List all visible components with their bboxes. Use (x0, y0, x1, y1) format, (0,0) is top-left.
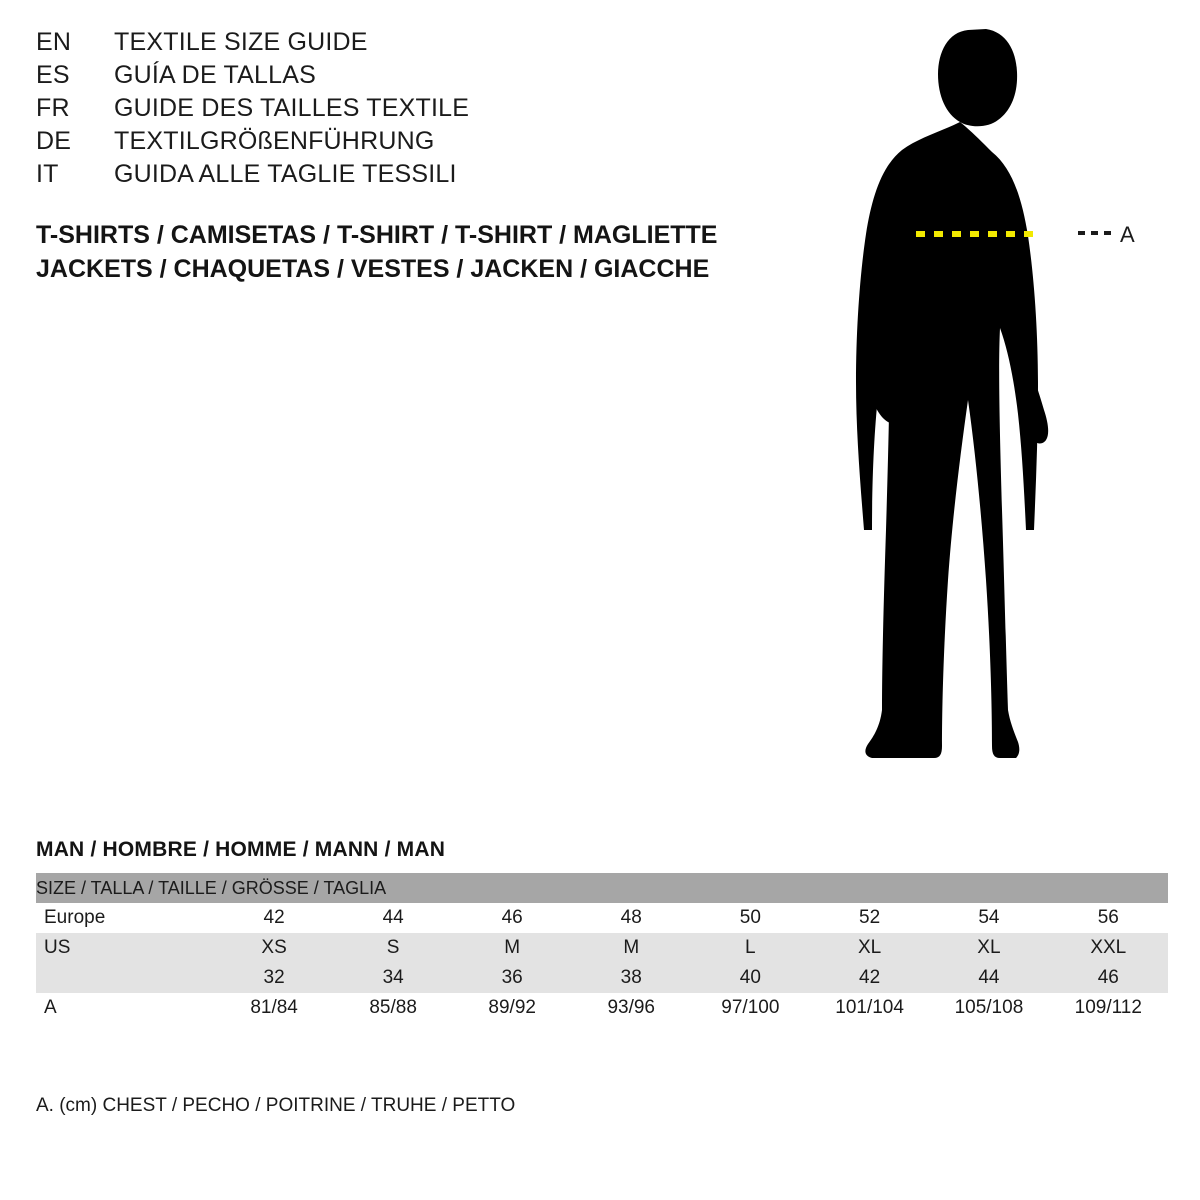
language-code: DE (36, 127, 72, 155)
language-code: IT (36, 160, 59, 188)
cell: XS (261, 937, 287, 958)
cell: 101/104 (835, 997, 904, 1018)
language-title: GUIDA ALLE TAGLIE TESSILI (114, 160, 457, 188)
language-row (36, 94, 796, 127)
language-code: ES (36, 61, 70, 89)
table-row (36, 963, 1168, 993)
cell: 42 (263, 907, 285, 928)
language-row (36, 28, 796, 61)
category-jackets: JACKETS / CHAQUETAS / VESTES / JACKEN / GIACCHE (36, 255, 710, 283)
cell: 105/108 (954, 997, 1024, 1018)
cell: L (745, 937, 756, 958)
table-row (36, 903, 1168, 933)
size-table (36, 873, 1168, 1023)
cell: 89/92 (488, 997, 536, 1018)
silhouette-shape (856, 29, 1048, 758)
footnote-chest: A. (cm) CHEST / PECHO / POITRINE / TRUHE / PETTO (36, 1095, 516, 1116)
cell: 34 (382, 967, 404, 988)
cell: M (623, 937, 640, 958)
cell: 85/88 (369, 997, 417, 1018)
size-table-section (36, 838, 1168, 1023)
cell: 109/112 (1074, 997, 1142, 1018)
language-row (36, 127, 796, 160)
cell: XXL (1090, 937, 1127, 958)
cell: 44 (978, 967, 1000, 988)
language-title: GUIDE DES TAILLES TEXTILE (114, 94, 470, 122)
row-label-a: A (44, 997, 57, 1018)
cell: 46 (1097, 967, 1119, 988)
language-title: GUÍA DE TALLAS (114, 61, 316, 89)
measure-label-a: A (1120, 222, 1135, 247)
cell: 32 (263, 967, 285, 988)
cell: 54 (978, 907, 1000, 928)
table-section-title: MAN / HOMBRE / HOMME / MANN / MAN (36, 838, 446, 861)
language-code: FR (36, 94, 70, 122)
cell: 38 (620, 967, 642, 988)
table-row (36, 993, 1168, 1023)
cell: 56 (1097, 907, 1119, 928)
garment-categories (36, 218, 836, 286)
cell: 81/84 (250, 997, 298, 1018)
cell: 93/96 (607, 997, 655, 1018)
body-silhouette-figure (820, 10, 1180, 800)
cell: 42 (859, 967, 881, 988)
table-header-row (36, 873, 1168, 903)
cell: 52 (859, 907, 881, 928)
cell: XL (977, 937, 1001, 958)
cell: 50 (739, 907, 761, 928)
table-row (36, 933, 1168, 963)
cell: 36 (501, 967, 523, 988)
cell: 40 (739, 967, 761, 988)
cell: S (386, 937, 400, 958)
cell: 97/100 (721, 997, 780, 1018)
silhouette-svg (820, 10, 1180, 800)
language-title: TEXTILGRÖßENFÜHRUNG (114, 127, 435, 155)
language-list (36, 28, 796, 193)
language-row (36, 61, 796, 94)
cell: M (504, 937, 521, 958)
category-tshirts: T-SHIRTS / CAMISETAS / T-SHIRT / T-SHIRT / MAGLIETTE (36, 221, 718, 249)
measure-leader-line (1078, 231, 1112, 235)
table-header-label: SIZE / TALLA / TAILLE / GRÖSSE / TAGLIA (36, 877, 387, 898)
language-title: TEXTILE SIZE GUIDE (114, 28, 368, 56)
cell: 44 (382, 907, 404, 928)
cell: XL (857, 937, 882, 958)
row-label-us: US (44, 937, 71, 958)
cell: 46 (501, 907, 523, 928)
language-row (36, 160, 796, 193)
row-label-blank (36, 963, 215, 993)
language-code: EN (36, 28, 72, 56)
row-label-europe: Europe (44, 907, 106, 928)
cell: 48 (620, 907, 642, 928)
